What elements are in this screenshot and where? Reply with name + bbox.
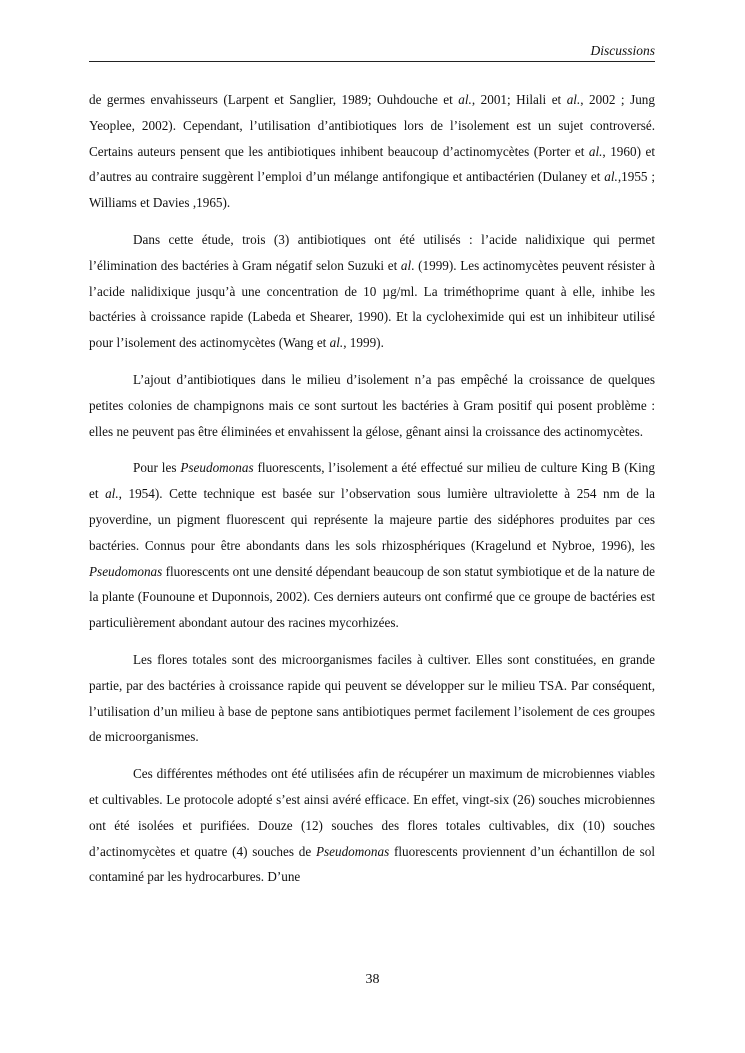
- paragraph: [89, 367, 655, 444]
- body-text: [89, 87, 655, 901]
- italic-text-run: al.: [329, 335, 344, 351]
- italic-text-run: Pseudomonas: [89, 563, 163, 579]
- italic-text-run: al.: [566, 92, 581, 107]
- text-run: , 2001; Hilali et: [471, 92, 567, 107]
- text-run: Les flores totales sont des microorganismes faciles à cultiver. Elles sont constituées, en grande partie, par des bactéries à croissance rapide qui peuvent se développer sur le milieu TSA. Par conséquent, l’utilisation d’un milieu à base de peptone sans antibiotiques permet facilement l’isolement de ces groupes de microorganismes.: [89, 651, 655, 745]
- text-run: Ces différentes méthodes ont été utilisées afin de récupérer un maximum de microbiennes viables et cultivables. Le protocole adopté s’est ainsi avéré efficace. En effet, vingt-six (26) souches microbiennes ont été isolées et purifiées. Douze (12) souches des flores totales cultivables, dix (10) souches d’actinomycètes et quatre (4) souches de: [89, 766, 655, 859]
- text-run: fluorescents ont une densité dépendant beaucoup de son statut symbiotique et de la nature de la plante (Founoune et Duponnois, 2002). Ces derniers auteurs ont confirmé que ce groupe de bactéries est particulièrement abondant autour des racines mycorhizées.: [89, 563, 655, 631]
- italic-text-run: al: [400, 257, 412, 273]
- text-run: L’ajout d’antibiotiques dans le milieu d’isolement n’a pas empêché la croissance de quelques petites colonies de champignons mais ce sont surtout les bactéries à Gram positif qui posent problème : elles ne peuvent pas être éliminées et envahissent la gélose, gênant ainsi la croissance des actinomycètes.: [89, 371, 655, 439]
- text-run: ,1955 ; Williams et Davies ,1965).: [89, 169, 656, 211]
- text-run: de germes envahisseurs (Larpent et Sanglier, 1989; Ouhdouche et: [89, 92, 459, 107]
- italic-text-run: Pseudomonas: [180, 460, 254, 476]
- paragraph: [89, 761, 655, 890]
- text-run: , 1960) et d’autres au contraire suggèrent l’emploi d’un mélange antifongique et antibactérien (Dulaney et: [89, 143, 655, 185]
- text-run: Dans cette étude, trois (3) antibiotiques ont été utilisés : l’acide nalidixique qui permet l’élimination des bactéries à Gram négatif selon Suzuki et: [89, 231, 655, 273]
- paragraph: [89, 227, 655, 356]
- italic-text-run: al.: [604, 169, 618, 185]
- paragraph: [89, 647, 655, 750]
- italic-text-run: Pseudomonas: [315, 843, 390, 859]
- text-run: fluorescents proviennent d’un échantillon de sol contaminé par les hydrocarbures. D’une: [89, 843, 655, 885]
- text-run: , 2002 ; Jung Yeoplee, 2002). Cependant, l’utilisation d’antibiotiques lors de l’isolement est un sujet controversé. Certains auteurs pensent que les antibiotiques inhibent beaucoup d’actinomycètes (Porter et: [89, 92, 655, 159]
- paragraph: [89, 455, 655, 636]
- running-header: Discussions: [89, 42, 655, 62]
- text-run: Pour les: [133, 460, 181, 476]
- page-number: 38: [365, 972, 380, 987]
- italic-text-run: al.: [588, 143, 603, 159]
- text-run: , 1954). Cette technique est basée sur l’observation sous lumière ultraviolette à 254 nm de la pyoverdine, un pigment fluorescent qui représente la majeure partie des sidéphores produites par ces bactéries. Connus pour être abondants dans les sols rhizosphériques (Kragelund et Nybroe, 1996), les: [89, 486, 655, 553]
- paragraph: [89, 87, 655, 216]
- italic-text-run: al.: [105, 486, 119, 502]
- text-run: . (1999). Les actinomycètes peuvent résister à l’acide nalidixique jusqu’à une concentration de 10 µg/ml. La triméthoprime quant à elle, inhibe les bactéries à croissance rapide (Labeda et Shearer, 1990). Et la cycloheximide qui est un inhibiteur utilisé pour l’isolement des actinomycètes (Wang et: [89, 257, 655, 351]
- text-run: , 1999).: [343, 335, 384, 351]
- text-run: fluorescents, l’isolement a été effectué sur milieu de culture King B (King et: [89, 460, 655, 502]
- italic-text-run: al.: [458, 92, 472, 107]
